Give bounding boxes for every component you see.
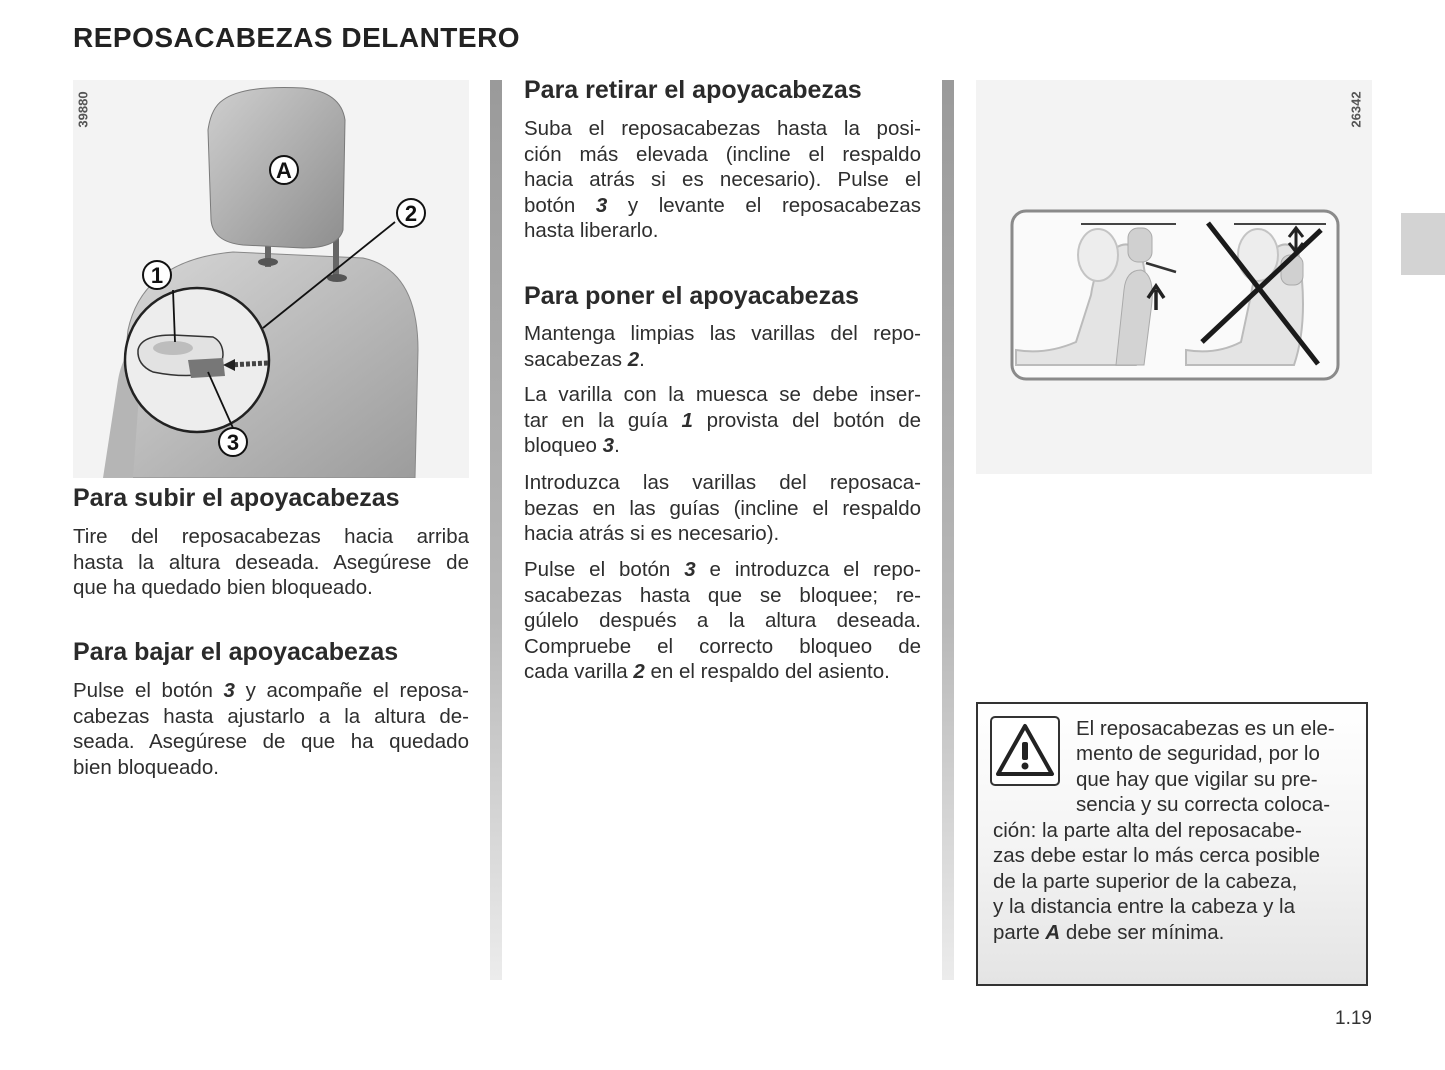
section-subir: [73, 484, 469, 513]
svg-text:A: A: [276, 158, 292, 183]
section-bajar: [73, 638, 469, 667]
text-line: botón 3 y levante el reposacabezas: [524, 193, 921, 217]
text-line: La varilla con la muesca se debe inser-: [524, 383, 921, 406]
text-line: Introduzca las varillas del reposaca-: [524, 471, 921, 494]
text-line: Suba el reposacabezas hasta la posi-: [524, 117, 921, 140]
text-line: Pulse el botón 3 y acompañe el reposa-: [73, 679, 469, 702]
headrest-figure: [73, 80, 469, 478]
paragraph-poner-2: [524, 382, 921, 459]
warning-text-line: y la distancia entre la cabeza y la: [993, 895, 1295, 918]
section-heading-poner: Para poner el apoyacabezas: [524, 282, 859, 310]
chapter-tab: [1401, 213, 1445, 275]
page-number: 1.19: [1335, 1008, 1372, 1029]
text-line: hacia atrás si es necesario). Pulse el: [524, 168, 921, 191]
text-line: Tire del reposacabezas hacia arriba: [73, 525, 469, 548]
text-line: hacia atrás si es necesario).: [524, 522, 780, 545]
headrest-position-illustration: [976, 80, 1372, 474]
paragraph-poner-4: [524, 557, 921, 685]
section-retirar: [524, 76, 921, 105]
figure-code-left: 39880: [75, 91, 91, 128]
text-line: seada. Asegúrese de que ha quedado: [73, 730, 469, 753]
warning-icon: [990, 716, 1060, 786]
warning-text-line: zas debe estar lo más cerca posible: [993, 844, 1321, 867]
text-line: bien bloqueado.: [73, 755, 219, 779]
paragraph-bajar: [73, 678, 469, 780]
text-line: Pulse el botón 3 e introduzca el repo-: [524, 558, 921, 581]
warning-text-line: parte A debe ser mínima.: [993, 921, 1225, 944]
text-line: sacabezas 2.: [524, 347, 645, 371]
section-heading-subir: Para subir el apoyacabezas: [73, 484, 400, 512]
warning-text-line: ción: la parte alta del reposacabe-: [993, 819, 1302, 842]
text-line: gúlelo después a la altura deseada.: [524, 609, 921, 632]
text-line: sacabezas hasta que se bloquee; re-: [524, 583, 921, 607]
column-divider-left: [490, 80, 502, 980]
page-title: REPOSACABEZAS DELANTERO: [73, 22, 521, 53]
column-divider-right: [942, 80, 954, 980]
safety-warning-box: [976, 702, 1368, 986]
headrest-position-figure: [976, 80, 1372, 474]
svg-text:3: 3: [226, 430, 240, 455]
text-line: cada varilla 2 en el respaldo del asiento.: [524, 660, 890, 683]
warning-text-line: sencia y su correcta coloca-: [1076, 793, 1331, 816]
text-line: hasta la altura deseada. Asegúrese de: [73, 550, 469, 574]
svg-text:1: 1: [150, 263, 164, 288]
warning-text-line: que hay que vigilar su pre-: [1076, 768, 1318, 791]
warning-text-line: El reposacabezas es un ele-: [1076, 717, 1335, 740]
section-poner: [524, 282, 921, 311]
headrest-illustration: [73, 80, 469, 478]
paragraph-poner-3: [524, 470, 921, 547]
svg-text:2: 2: [404, 201, 418, 226]
text-line: hasta liberarlo.: [524, 219, 659, 242]
text-line: que ha quedado bien bloqueado.: [73, 576, 373, 599]
text-line: ción más elevada (incline el respaldo: [524, 142, 921, 166]
paragraph-poner-1: [524, 321, 921, 372]
paragraph-retirar: [524, 116, 921, 244]
warning-text-line: mento de seguridad, por lo: [1076, 742, 1320, 765]
paragraph-subir: [73, 524, 469, 601]
text-line: cabezas hasta ajustarlo a la altura de-: [73, 704, 469, 728]
text-line: bloqueo 3.: [524, 434, 620, 457]
text-line: Compruebe el correcto bloqueo de: [524, 634, 921, 658]
figure-code-right: 26342: [1348, 91, 1364, 128]
text-line: tar en la guía 1 provista del botón de: [524, 408, 921, 432]
text-line: bezas en las guías (incline el respaldo: [524, 496, 921, 520]
text-line: Mantenga limpias las varillas del repo-: [524, 322, 921, 345]
section-heading-retirar: Para retirar el apoyacabezas: [524, 76, 862, 104]
warning-text-line: de la parte superior de la cabeza,: [993, 870, 1298, 893]
section-heading-bajar: Para bajar el apoyacabezas: [73, 638, 399, 666]
